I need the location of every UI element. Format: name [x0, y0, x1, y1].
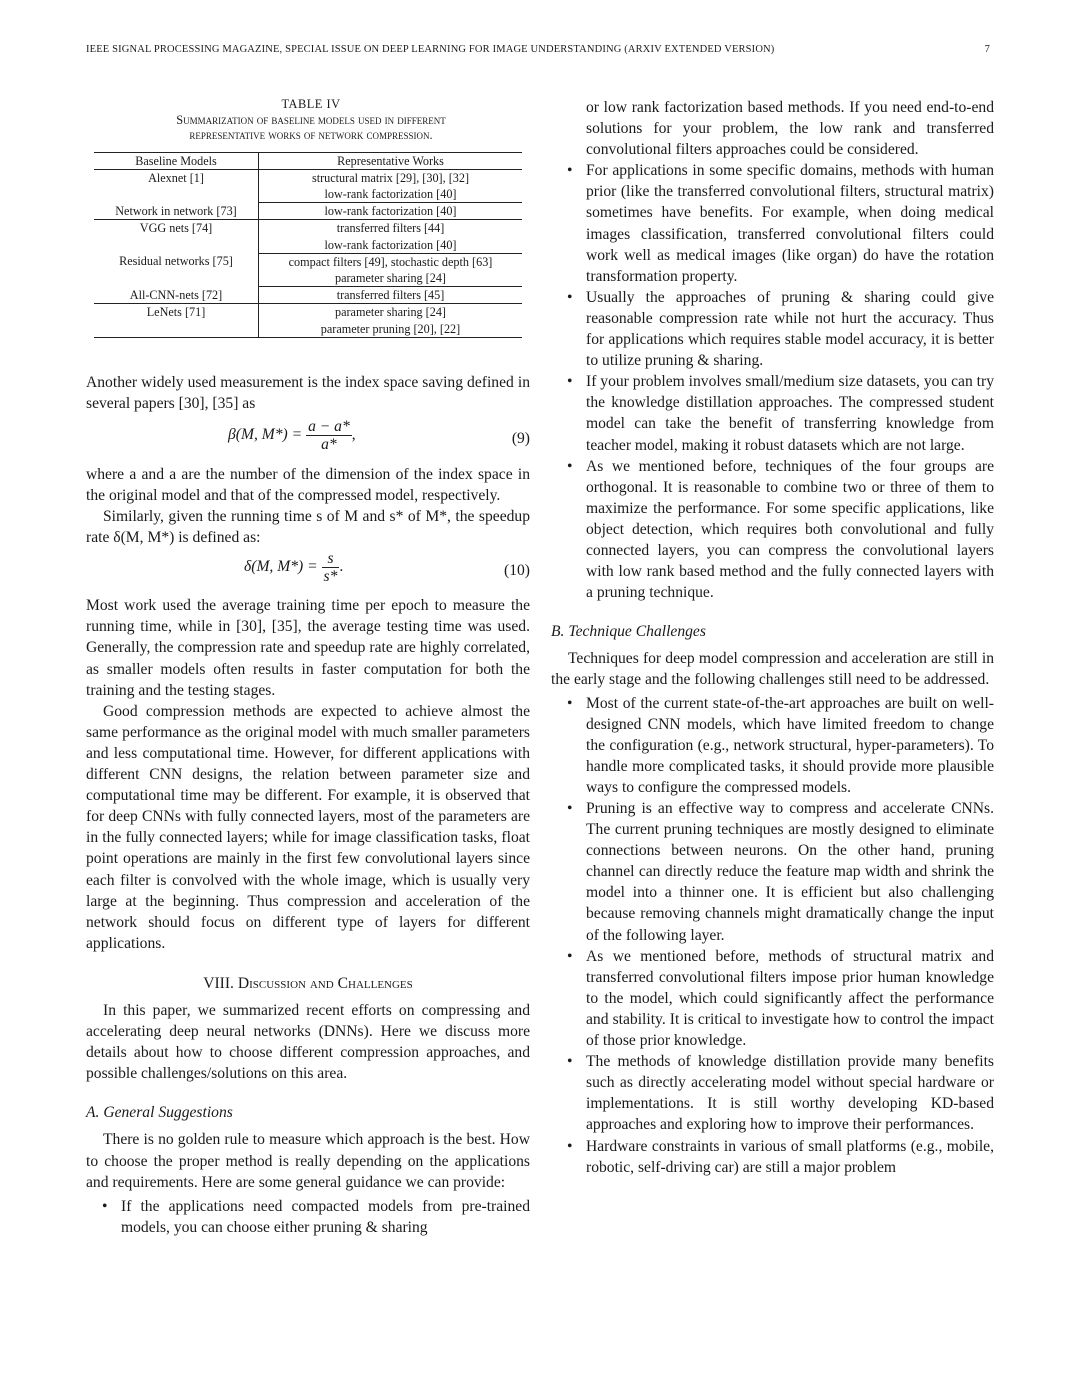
- bullet-icon: •: [567, 947, 573, 965]
- equation-10-fraction: [322, 550, 340, 585]
- subsection-heading-general-suggestions: A. General Suggestions: [86, 1104, 233, 1122]
- equation-9-punct: ,: [351, 426, 356, 443]
- bullet-icon: •: [567, 800, 573, 817]
- equation-10-label: (10): [504, 562, 530, 580]
- equation-9-fraction: [306, 418, 352, 453]
- bullet-icon: •: [567, 373, 573, 391]
- list-item: [567, 371, 994, 455]
- list-item: [567, 160, 994, 287]
- list-item-text: If your problem involves small/medium size datasets, you can try the knowledge distillation approaches. The compressed student model can take the benefit of transferring knowledge from teacher model, making it robust datasets which are not large.: [586, 373, 994, 454]
- equation-10: [86, 550, 530, 590]
- paragraph-speedup: Similarly, given the running time s of M and s* of M*, the speedup rate δ(M, M*) is defined as:: [86, 508, 530, 547]
- equation-10-denominator: s*: [323, 568, 338, 586]
- table-row: [94, 169, 522, 186]
- column-header-baseline-models: Baseline Models: [94, 152, 259, 169]
- bullet-icon: •: [567, 162, 573, 180]
- journal-title: IEEE SIGNAL PROCESSING MAGAZINE, SPECIAL ISSUE ON DEEP LEARNING FOR IMAGE UNDERSTANDING (ARXIV EXTENDED VERSION): [86, 44, 775, 55]
- table-cell-model: Residual networks [75]: [94, 253, 259, 286]
- paragraph-running-time: Most work used the average training time per epoch to measure the running time, while in [30], [35], the average testing time was used. Generally, the compression rate and speedup rate are highly correlated, as smaller models often results in faster computation for both the training and the testing stages.: [86, 597, 530, 699]
- table-caption-line-1: Summarization of baseline models used in different: [176, 112, 446, 127]
- table-cell-work: transferred filters [45]: [259, 287, 523, 304]
- table-cell-model: All-CNN-nets [72]: [94, 287, 259, 304]
- bullet-icon: •: [567, 288, 573, 306]
- list-item: [567, 287, 994, 371]
- list-item-text: For applications in some specific domains, methods with human prior (like the transferred convolutional filters, structural matrix) sometimes have benefits. For example, when doing medical images classification, transferred convolutional filters could work well as medical images (like organ) do have the rotation transformation property.: [586, 162, 994, 285]
- table-row: [94, 253, 522, 270]
- bullet-icon: •: [567, 1137, 573, 1155]
- suggestions-list-continued: [551, 97, 994, 603]
- equation-9-lhs: β(M, M*) =: [228, 426, 303, 443]
- table-cell-model: LeNets [71]: [94, 304, 259, 337]
- paragraph-where: where a and a are the number of the dimension of the index space in the original model and that of the compressed model, respectively.: [86, 465, 530, 505]
- paragraph-challenges-intro: Techniques for deep model compression and acceleration are still in the early stage and the following challenges still need to be addressed.: [551, 650, 994, 689]
- table-row: [94, 220, 522, 237]
- right-column: [551, 97, 994, 1178]
- equation-9-numerator: a − a*: [308, 417, 350, 435]
- table-caption: [92, 97, 530, 144]
- paragraph-good-compression: Good compression methods are expected to achieve almost the same performance as the original model with much smaller parameters and less computational time. However, for different applications with different CNN designs, the relation between parameter size and computational time may be different. For example, it is observed that for deep CNNs with fully connected layers, most of the parameters are in the fully connected layers; while for image classification tasks, float point operations are mainly in the first few convolutional layers since each filter is convolved with the whole image, which is usually very large at the beginning. Thus compression and acceleration of the network should focus on different type of layers for different applications.: [86, 702, 530, 952]
- list-item-text: As we mentioned before, methods of structural matrix and transferred convolutional filters impose prior human knowledge to the model, which could significantly affect the performance and stability. It is critical to investigate how to control the impact of those prior knowledge.: [586, 947, 994, 1050]
- list-item: [567, 798, 994, 946]
- list-item: [567, 1051, 994, 1135]
- table-header-row: [94, 152, 522, 169]
- equation-10-punct: .: [339, 558, 344, 576]
- subsection-heading-technique-challenges: B. Technique Challenges: [551, 623, 706, 641]
- section-title: Discussion and Challenges: [237, 974, 413, 992]
- suggestions-list-start: [86, 1196, 530, 1238]
- list-item-text: or low rank factorization based methods. If you need end-to-end solutions for your problem, the low rank and transferred convolutional filters approaches could be considered.: [586, 99, 994, 159]
- equation-9-denominator: a*: [321, 435, 337, 453]
- bullet-icon: •: [567, 694, 573, 712]
- list-item-continuation: [586, 97, 994, 160]
- section-number: VIII.: [203, 974, 234, 992]
- list-item-text: If the applications need compacted models from pre-trained models, you can choose either pruning & sharing: [121, 1197, 530, 1236]
- paragraph-summary: In this paper, we summarized recent efforts on compressing and accelerating deep neural networks (DNNs). Here we discuss more details about how to choose different compression approaches, and possible challenges/solutions on this area.: [86, 1001, 530, 1083]
- left-column: [86, 97, 530, 1238]
- paragraph-index-space: Another widely used measurement is the index space saving defined in several papers [30], [35] as: [86, 373, 530, 412]
- table-cell-work: structural matrix [29], [30], [32]: [259, 169, 523, 186]
- running-header: [86, 44, 994, 60]
- list-item-text: The methods of knowledge distillation provide many benefits such as directly accelerating model without special hardware or implementations. It is still worthy developing KD-based approaches and exploring how to improve their performances.: [586, 1053, 994, 1134]
- table-cell-work: compact filters [49], stochastic depth [63]: [259, 253, 523, 270]
- baseline-models-table: [94, 152, 522, 338]
- table-cell-work: low-rank factorization [40]: [259, 237, 523, 254]
- paragraph-golden-rule: There is no golden rule to measure which approach is the best. How to choose the proper method is really depending on the applications and requirements. Here are some general guidance we can provide:: [86, 1131, 530, 1191]
- table-cell-work: parameter sharing [24]: [259, 304, 523, 321]
- table-row: [94, 203, 522, 220]
- list-item: [567, 693, 994, 798]
- list-item: [567, 456, 994, 604]
- list-item-text: As we mentioned before, techniques of the four groups are orthogonal. It is reasonable to combine two or three of them to maximize the performance. For some specific applications, like object detection, which requires both convolutional and fully connected layers, you can compress the convolutional layers with low rank based method and the fully connected layers with a pruning technique.: [586, 457, 994, 602]
- list-item-text: Most of the current state-of-the-art approaches are built on well-designed CNN models, which have limited freedom to change the configuration (e.g., network structural, hyper-parameters). To handle more complicated tasks, it should provide more plausible ways to configure the compressed models.: [586, 694, 994, 796]
- equation-9-body: [228, 418, 356, 453]
- table-cell-work: transferred filters [44]: [259, 220, 523, 237]
- bullet-icon: •: [102, 1197, 108, 1215]
- bullet-icon: •: [567, 1053, 573, 1071]
- list-item-text: Pruning is an effective way to compress and accelerate CNNs. The current pruning techniques are mostly designed to eliminate connections between neurons. On the other hand, pruning channel can directly reduce the feature map width and shrink the model into a thinner one. It is efficient but also challenging because removing channels might dramatically change the input of the following layer.: [586, 800, 994, 944]
- table-cell-model: Alexnet [1]: [94, 169, 259, 202]
- table-row: [94, 304, 522, 321]
- page-number: 7: [984, 44, 990, 55]
- table-cell-model: VGG nets [74]: [94, 220, 259, 253]
- table-row: [94, 287, 522, 304]
- list-item-text: Usually the approaches of pruning & sharing could give reasonable compression rate while not hurt the accuracy. Thus for applications which requires stable model accuracy, it is better to utilize pruning & sharing.: [586, 288, 994, 370]
- table-cell-work: parameter pruning [20], [22]: [259, 321, 523, 338]
- bullet-icon: •: [567, 457, 573, 475]
- section-heading-discussion: [86, 973, 530, 994]
- table-cell-model: Network in network [73]: [94, 203, 259, 220]
- column-header-representative-works: Representative Works: [259, 152, 523, 169]
- list-item: [102, 1196, 530, 1238]
- table-cell-work: parameter sharing [24]: [259, 270, 523, 287]
- equation-10-body: [244, 550, 343, 585]
- equation-9-label: (9): [511, 429, 530, 447]
- challenges-list: [551, 693, 994, 1178]
- list-item-text: Hardware constraints in various of small platforms (e.g., mobile, robotic, self-driving car) are still a major problem: [586, 1137, 994, 1176]
- equation-10-lhs: δ(M, M*) =: [244, 558, 318, 576]
- table-caption-line-2: representative works of network compression.: [189, 128, 433, 142]
- list-item: [567, 1136, 994, 1178]
- table-cell-work: low-rank factorization [40]: [259, 186, 523, 203]
- equation-9: [86, 418, 530, 458]
- list-item: [567, 946, 994, 1051]
- equation-10-numerator: s: [322, 550, 340, 568]
- table-number: TABLE IV: [281, 97, 341, 111]
- table-cell-work: low-rank factorization [40]: [259, 203, 523, 220]
